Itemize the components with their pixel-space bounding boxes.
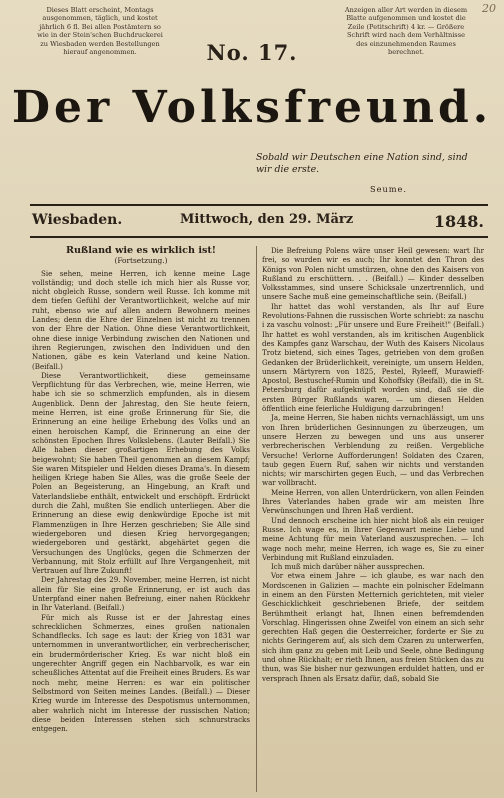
- column-left: [32, 246, 250, 792]
- paragraph: Ihr hattet das wohl verstanden, als Ihr auf Eure Revolutions-Fahnen die russischen Worte schriebt: za naschu i za vaschu volnost: „Für unsere und Eure Freiheit!" (Beifall.) Ihr hattet es wohl verstanden, als im kritischen Augenblick des Kampfes ganz Warschau, der Wuth des Kaisers Nicolaus Trotz bietend, sich eines Tages, getrieben von dem großen Gedanken der Brüderlichkeit, vereinigte, um unsern Helden, unsern Märtyrern von 1825, Pestel, Ryleeff, Murawieff-Apostol, Bestuschef-Rumin und Kohoffsky (Beifall), die in St. Petersburg dafür aufgeknüpft worden sind, daß sie die ersten Bürger Rußlands waren, — um diesen Helden öffentlich eine feierliche Huldigung darzubringen!: [262, 301, 484, 414]
- paragraph: Sie sehen, meine Herren, ich kenne meine Lage vollständig; und doch stelle ich mich hier als Russe vor, nicht obgleich Russe, sondern weil Russe. Ich komme mit dem tiefen Gefühl der Verantwortlichkeit, welche auf mir ruht, ebenso wie auf allen andern Bewohnern meines Landes; denn die Ehre der Einzelnen ist nicht zu trennen von der Ehre der Nation. Ohne diese Verantwortlichkeit, ohne diese innige Verbindung zwischen den Nationen und ihren Regierungen, zwischen den Individuen und den Nationen, gäbe es kein Vaterland und keine Nation. (Beifall.): [32, 268, 250, 371]
- motto-author: Seume.: [370, 184, 407, 194]
- masthead-title: Der Volksfreund.: [11, 82, 493, 133]
- paragraph: Diese Verantwortlichkeit, diese gemeinsame Verpflichtung für das Verbrechen, wie, meine Herren, wie habe ich sie so schmerzlich empfunden, als in diesem Augenblick. Denn der Jahrestag, den Sie heute feiern, meine Herren, ist eine große Erinnerung für Sie, die Erinnerung an eine heilige Erhebung des Volks und an einen heroischen Kampf, die Erinnerung an eine der schönsten Epochen Ihres Volkslebens. (Lauter Beifall.) Sie Alle haben dieser großartigen Erhebung des Volks beigewohnt; Sie haben Theil genommen an diesem Kampf; Sie waren Mitspieler und Helden dieses Drama's. In diesem heiligen Kriege haben Sie Alles, was die große Seele der Polen an Begeisterung, an Hingebung, an Kraft und Vaterlandsliebe enthält, entwickelt und erschöpft. Erdrückt durch die Zahl, mußten Sie endlich unterliegen. Aber die Erinnerung an diese ewig denkwürdige Epoche ist mit Flammenzügen in Ihre Herzen geschrieben; Sie Alle sind wiedergeboren und diesen Krieg hervorgegangen; wiedergeboren und gestärkt, abgehärtet gegen die Versuchungen des Unglücks, gegen die Schmerzen der Verbannung, mit Stolz erfüllt auf Ihre Vergangenheit, mit Vertrauen auf Ihre Zukunft!: [32, 370, 250, 576]
- paragraph: Ja, meine Herren, Sie haben nichts vernachlässigt, um uns von Ihren brüderlichen Gesinnungen zu überzeugen, um unsere Herzen zu bewegen und uns aus unserer verbrecherischen Verblendung zu reißen. Vergebliche Versuche! Verlorne Aufforderungen! Soldaten des Czaren, taub gegen Euern Ruf, sahen wir nichts und verstanden nichts; wir marschirten gegen Euch, — und das Verbrechen war vollbracht.: [262, 413, 484, 488]
- paragraph: Meine Herren, von allen Unterdrückern, von allen Feinden Ihres Vaterlandes haben grade wir am meisten Ihre Verwünschungen und Ihren Haß verdient.: [262, 487, 484, 516]
- paragraph: Vor etwa einem Jahre — ich glaube, es war nach den Mordscenen in Galizien — machte ein polnischer Edelmann in einem an den Fürsten Metternich gerichteten, mit vieler Geschicklichkeit geschriebenen Briefe, der seitdem Berühmtheit erlangt hat, Ihnen einen befremdenden Vorschlag. Hingerissen ohne Zweifel von einem an sich sehr gerechten Haß gegen die Oesterreicher, forderte er Sie zu nichts Geringerem auf, als sich dem Czaren zu unterwerfen, sich ihm ganz zu geben mit Leib und Seele, ohne Bedingung und ohne Rückhalt; er rieth Ihnen, aus freien Stücken das zu thun, was Sie bisher nur gezwungen erduldet hatten, und er versprach Ihnen als Ersatz dafür, daß, sobald Sie: [262, 571, 484, 683]
- dateline-date: Mittwoch, den 29. März: [180, 212, 354, 227]
- motto-quote: Sobald wir Deutschen eine Nation sind, sind wir die erste.: [256, 152, 468, 175]
- dateline-city: Wiesbaden.: [32, 212, 123, 228]
- subscription-notice: Dieses Blatt erscheint, Montags ausgenommen, täglich, und kostet jährlich 6 fl. Bei allen Postämtern so wie in der Stein'schen Buchdruckerei zu Wiesbaden werden Bestellungen hierauf angenommen.: [37, 6, 163, 57]
- issue-number: No. 17.: [206, 40, 298, 65]
- article-subtitle: (Fortsetzung.): [114, 256, 168, 266]
- advertising-notice: Anzeigen aller Art werden in diesem Blatte aufgenommen und kostet die Zeile (Petitschrift) 4 kr. — Größere Schrift wird nach dem Verhältnisse des einzunehmenden Raumes berechnet.: [344, 6, 468, 57]
- column-divider: [256, 246, 257, 792]
- paragraph: Und dennoch erscheine ich hier nicht bloß als ein reuiger Russe. Ich wage es, in Ihrer Gegenwart meine Liebe und meine Achtung für mein Vaterland auszusprechen. — Ich wage noch mehr, meine Herren, ich wage es, Sie zu einer Verbindung mit Rußland einzuladen.: [262, 515, 484, 562]
- article-headline: Rußland wie es wirklich ist!: [65, 246, 217, 256]
- dateline-year: 1848.: [433, 212, 484, 231]
- paragraph: Die Befreiung Polens wäre unser Heil gewesen: wart Ihr frei, so wurden wir es auch; Ihr konntet den Thron des Königs von Polen nicht umstürzen, ohne den des Kaisers von Rußland zu erschüttern. . . (Beifall.) — Kinder desselben Volksstammes, sind unsere Schicksale unzertrennlich, und unsere Sache muß eine gemeinschaftliche sein. (Beifall.): [262, 246, 484, 302]
- handwritten-page-number: 20: [482, 2, 496, 15]
- paragraph: Ich muß mich darüber näher aussprechen.: [271, 562, 425, 572]
- paragraph: Der Jahrestag des 29. November, meine Herren, ist nicht allein für Sie eine große Erinnerung, er ist auch das Unterpfand einer nahen Befreiung, einer nahen Rückkehr in Ihr Vaterland. (Beifall.): [32, 575, 250, 613]
- dateline-bar: [30, 204, 488, 238]
- column-right: [262, 246, 484, 792]
- paragraph: Für mich als Russe ist er der Jahrestag eines schrecklichen Schmerzes, eines großen nationalen Schandflecks. Ich sage es laut: der Krieg von 1831 war unternommen in unverantwortlicher, ein verbrecherischer, ein brudermörderischer Krieg. Es war nicht bloß ein ungerechter Angriff gegen ein Nachbarvolk, es war ein scheußliches Attentat auf die Freiheit eines Bruders. Es war noch mehr, meine Herren: es war ein politischer Selbstmord von Seiten meines Landes. (Beifall.) — Dieser Krieg wurde im Interesse des Despotismus unternommen, aber wahrlich nicht im Interesse der russischen Nation; diese beiden Interessen stehen sich schnurstracks entgegen.: [32, 612, 250, 734]
